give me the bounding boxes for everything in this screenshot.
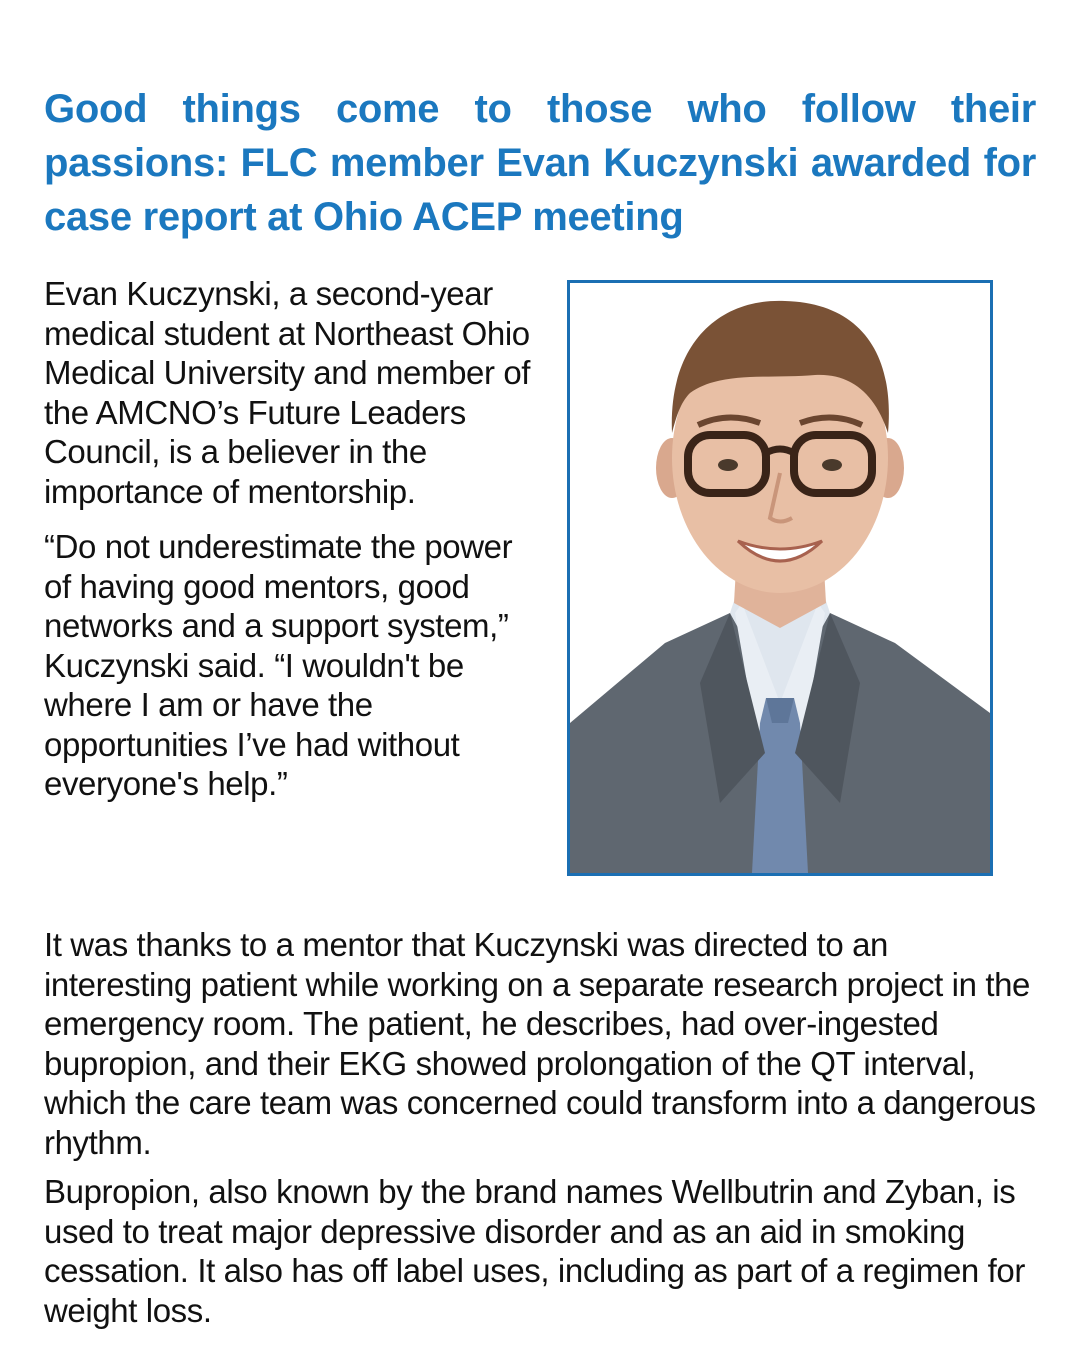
bupropion-paragraph: Bupropion, also known by the brand names Wellbutrin and Zyban, is used to treat major depressive disorder and as an aid in smoking cessation. It also has off label uses, including as part of a regimen for weight loss. [44, 1173, 1025, 1329]
full-width-body [44, 925, 1044, 1340]
intro-column [44, 274, 544, 820]
quote-paragraph: “Do not underestimate the power of having good mentors, good networks and a support system,” Kuczynski said. “I wouldn't be where I am or have the opportunities I’ve had without everyone's help.” [44, 528, 513, 802]
portrait-illustration [570, 283, 990, 873]
intro-paragraph: Evan Kuczynski, a second-year medical student at Northeast Ohio Medical University and member of the AMCNO’s Future Leaders Council, is a believer in the importance of mentorship. [44, 275, 531, 510]
article-headline: Good things come to those who follow their passions: FLC member Evan Kuczynski awarded for case report at Ohio ACEP meeting [44, 87, 1036, 239]
portrait-photo [567, 280, 993, 876]
mentor-paragraph: It was thanks to a mentor that Kuczynski was directed to an interesting patient while working on a separate research project in the emergency room. The patient, he describes, had over-ingested bupropion, and their EKG showed prolongation of the QT interval, which the care team was concerned could transform into a dangerous rhythm. [44, 926, 1036, 1161]
